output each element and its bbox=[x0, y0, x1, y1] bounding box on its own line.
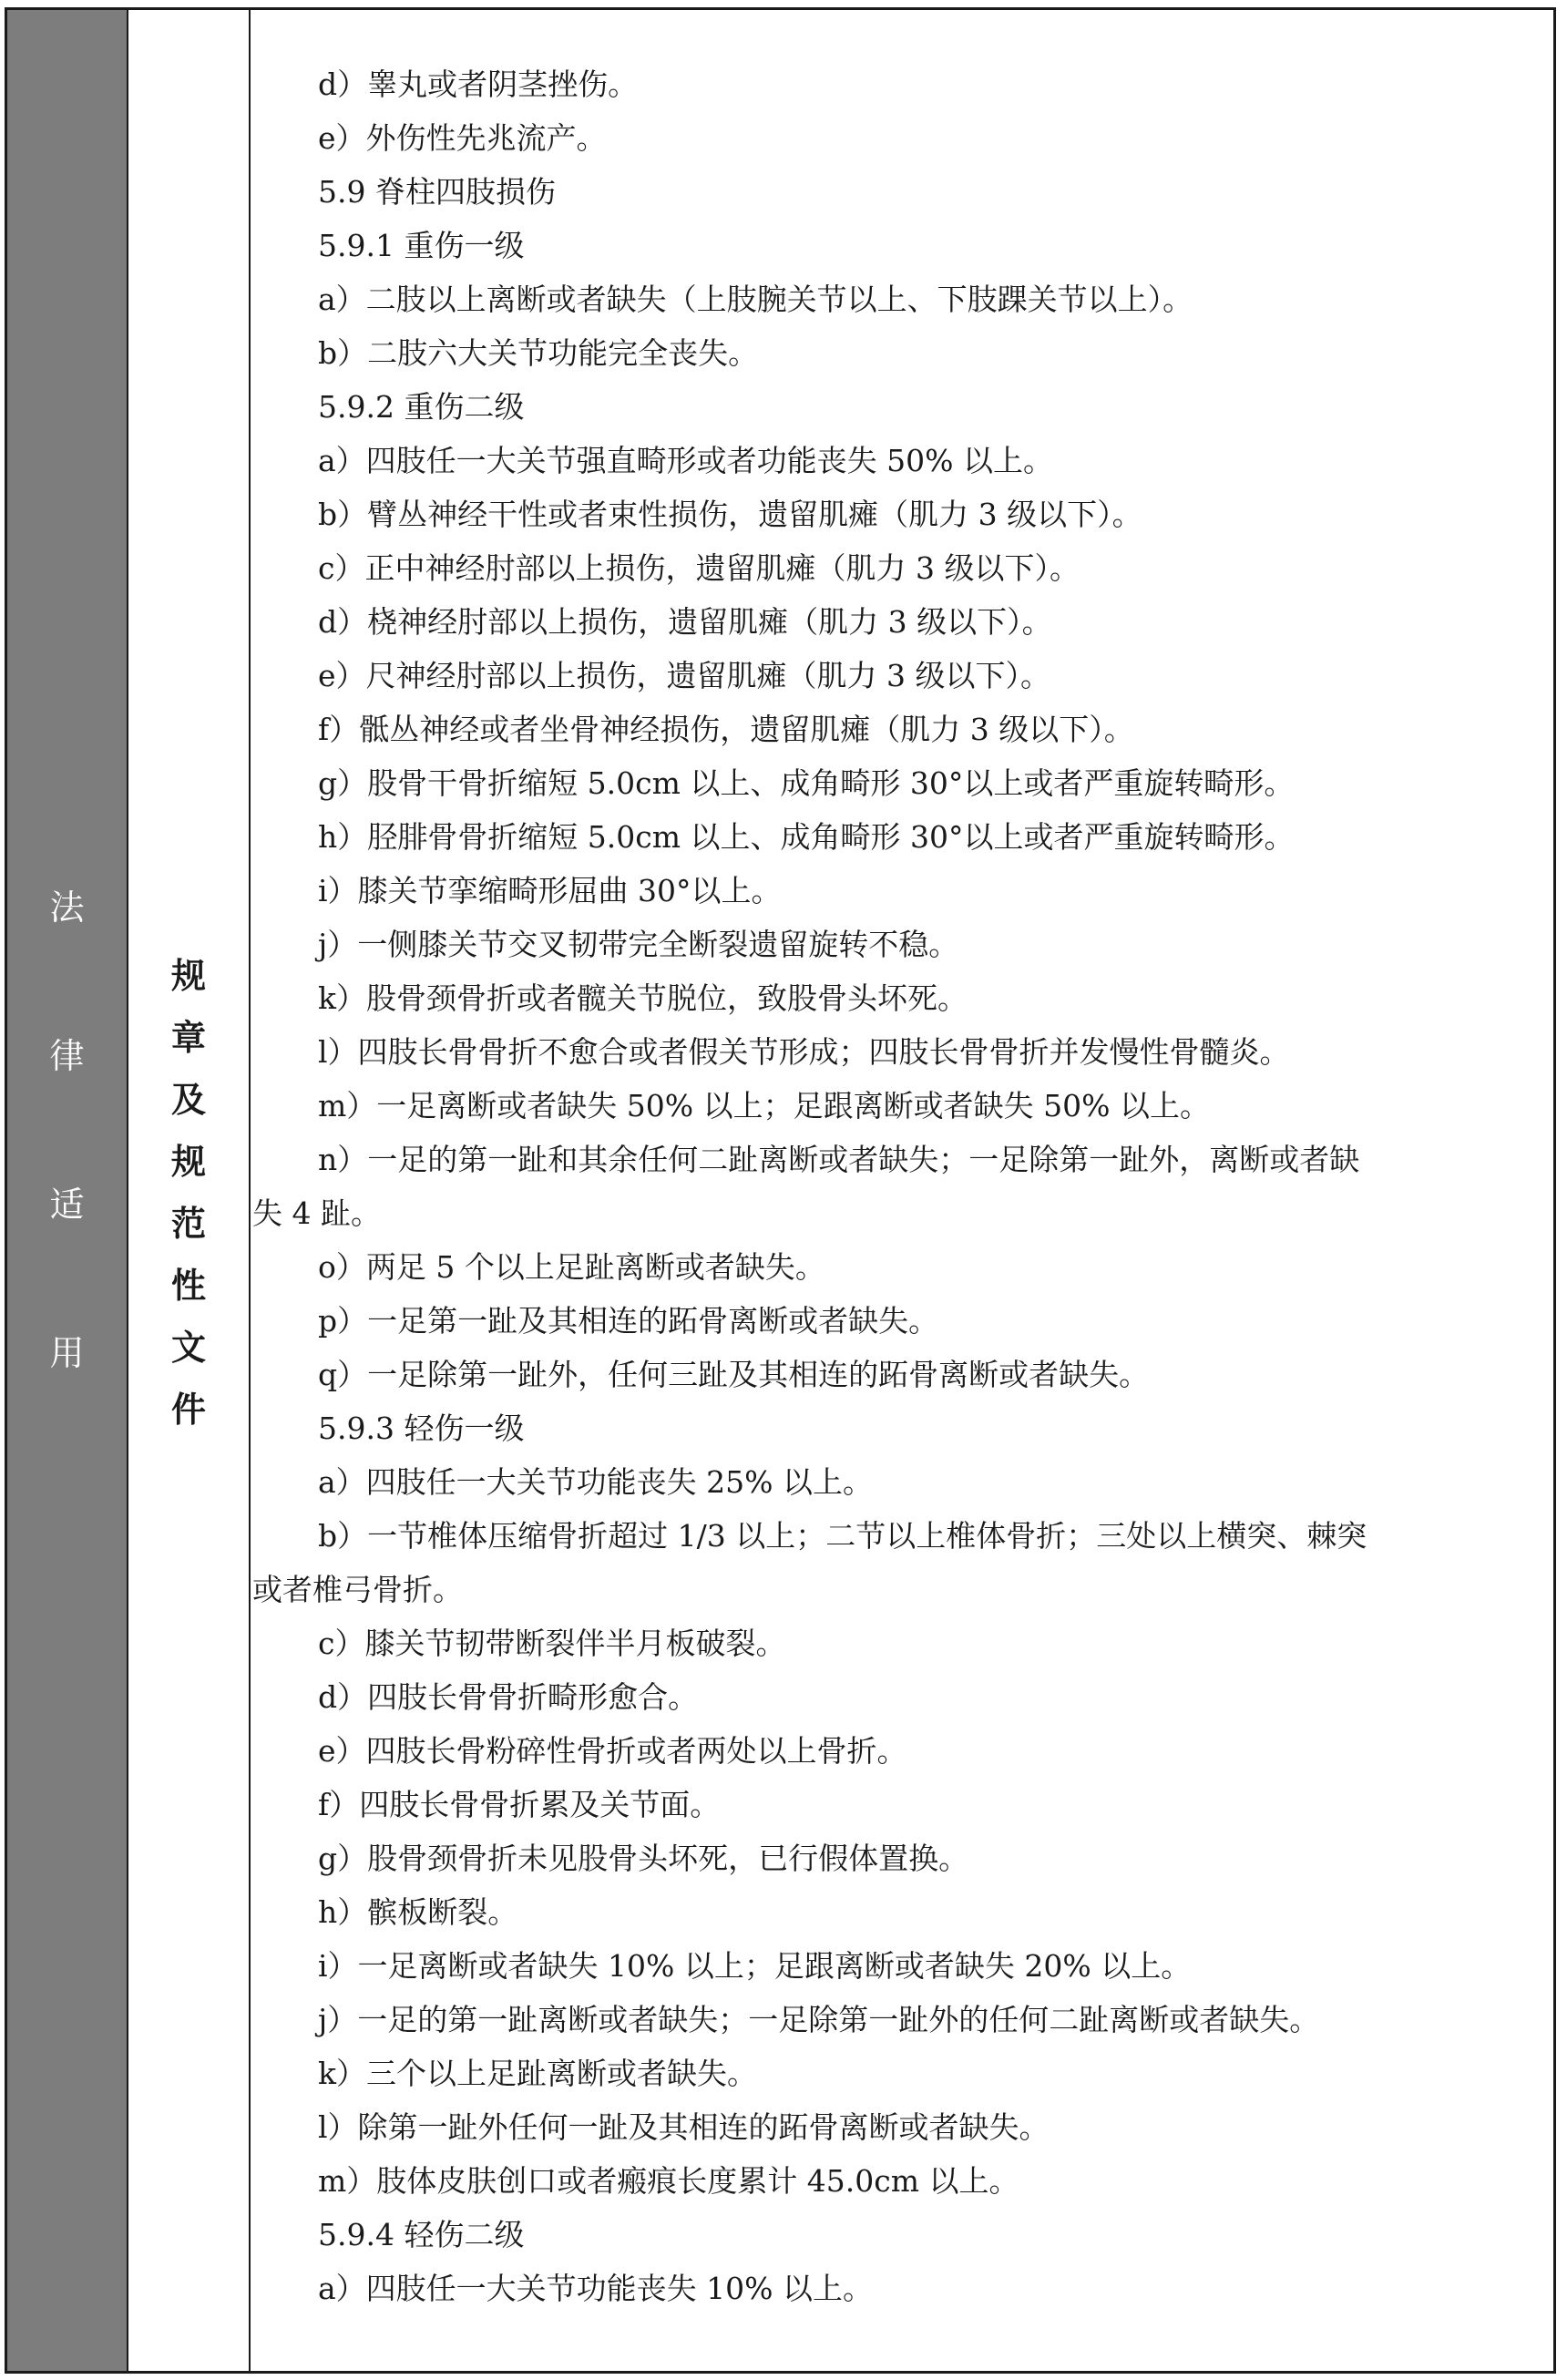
content-line: q）一足除第一趾外，任何三趾及其相连的跖骨离断或者缺失。 bbox=[318, 1357, 1150, 1392]
category-label-char: 法 bbox=[49, 887, 85, 928]
content-line: e）外伤性先兆流产。 bbox=[318, 120, 607, 156]
subcategory-label-char: 章 bbox=[170, 1017, 206, 1058]
content-line: k）股骨颈骨折或者髋关节脱位，致股骨头坏死。 bbox=[318, 980, 968, 1016]
content-line: a）四肢任一大关节强直畸形或者功能丧失 50% 以上。 bbox=[318, 443, 1054, 478]
content-line: e）尺神经肘部以上损伤，遗留肌瘫（肌力 3 级以下）。 bbox=[318, 658, 1051, 693]
content-line: b）一节椎体压缩骨折超过 1/3 以上；二节以上椎体骨折；三处以上横突、棘突 bbox=[318, 1518, 1367, 1554]
subcategory-label bbox=[128, 956, 249, 1452]
content-line: l）除第一趾外任何一趾及其相连的跖骨离断或者缺失。 bbox=[318, 2109, 1050, 2145]
content-line: m）一足离断或者缺失 50% 以上；足跟离断或者缺失 50% 以上。 bbox=[318, 1088, 1210, 1123]
content-line: d）四肢长骨骨折畸形愈合。 bbox=[318, 1679, 699, 1715]
content-line: c）膝关节韧带断裂伴半月板破裂。 bbox=[318, 1626, 786, 1661]
content-line: c）正中神经肘部以上损伤，遗留肌瘫（肌力 3 级以下）。 bbox=[318, 550, 1080, 586]
content-line: b）臂丛神经干性或者束性损伤，遗留肌瘫（肌力 3 级以下）。 bbox=[318, 497, 1142, 532]
subcategory-label-char: 件 bbox=[170, 1389, 206, 1430]
category-label-char: 律 bbox=[49, 1036, 85, 1076]
content-line: 或者椎弓骨折。 bbox=[252, 1572, 463, 1607]
content-line: b）二肢六大关节功能完全丧失。 bbox=[318, 335, 759, 371]
content-line: d）桡神经肘部以上损伤，遗留肌瘫（肌力 3 级以下）。 bbox=[318, 604, 1052, 640]
document-table bbox=[5, 7, 1556, 2374]
content-line: 5.9.2 重伤二级 bbox=[318, 389, 525, 425]
category-label-char: 用 bbox=[49, 1333, 85, 1373]
content-line: a）四肢任一大关节功能丧失 25% 以上。 bbox=[318, 1464, 874, 1500]
content-line: e）四肢长骨粉碎性骨折或者两处以上骨折。 bbox=[318, 1733, 907, 1769]
category-label-char: 适 bbox=[49, 1185, 85, 1225]
content-line: d）睾丸或者阴茎挫伤。 bbox=[318, 67, 639, 102]
content-line: i）一足离断或者缺失 10% 以上；足跟离断或者缺失 20% 以上。 bbox=[318, 1948, 1192, 1984]
content-line: 5.9 脊柱四肢损伤 bbox=[318, 174, 556, 210]
subcategory-label-char: 性 bbox=[170, 1265, 206, 1306]
content-body bbox=[251, 57, 1544, 2315]
content-line: n）一足的第一趾和其余任何二趾离断或者缺失；一足除第一趾外，离断或者缺 bbox=[318, 1142, 1360, 1177]
content-line: p）一足第一趾及其相连的跖骨离断或者缺失。 bbox=[318, 1303, 939, 1339]
subcategory-label-char: 文 bbox=[170, 1327, 206, 1368]
content-line: h）髌板断裂。 bbox=[318, 1894, 518, 1930]
category-label bbox=[7, 887, 127, 1482]
content-line: j）一侧膝关节交叉韧带完全断裂遗留旋转不稳。 bbox=[318, 927, 959, 962]
content-line: m）肢体皮肤创口或者瘢痕长度累计 45.0cm 以上。 bbox=[318, 2163, 1019, 2199]
content-line: o）两足 5 个以上足趾离断或者缺失。 bbox=[318, 1249, 825, 1285]
subcategory-label-char: 及 bbox=[170, 1079, 206, 1120]
content-line: a）四肢任一大关节功能丧失 10% 以上。 bbox=[318, 2271, 874, 2306]
content-line: f）骶丛神经或者坐骨神经损伤，遗留肌瘫（肌力 3 级以下）。 bbox=[318, 712, 1134, 747]
subcategory-label-char: 规 bbox=[170, 1141, 206, 1182]
subcategory-column bbox=[128, 10, 251, 2371]
content-line: 失 4 趾。 bbox=[252, 1195, 381, 1231]
content-line: h）胫腓骨骨折缩短 5.0cm 以上、成角畸形 30°以上或者严重旋转畸形。 bbox=[318, 819, 1295, 855]
content-line: i）膝关节挛缩畸形屈曲 30°以上。 bbox=[318, 873, 782, 908]
content-line: l）四肢长骨骨折不愈合或者假关节形成；四肢长骨骨折并发慢性骨髓炎。 bbox=[318, 1034, 1290, 1070]
content-line: g）股骨颈骨折未见股骨头坏死，已行假体置换。 bbox=[318, 1841, 969, 1876]
content-line: k）三个以上足趾离断或者缺失。 bbox=[318, 2056, 757, 2091]
category-column bbox=[7, 10, 128, 2371]
content-line: f）四肢长骨骨折累及关节面。 bbox=[318, 1787, 721, 1822]
content-line: a）二肢以上离断或者缺失（上肢腕关节以上、下肢踝关节以上）。 bbox=[318, 282, 1193, 317]
content-line: 5.9.1 重伤一级 bbox=[318, 228, 525, 263]
content-line: g）股骨干骨折缩短 5.0cm 以上、成角畸形 30°以上或者严重旋转畸形。 bbox=[318, 765, 1295, 801]
content-line: j）一足的第一趾离断或者缺失；一足除第一趾外的任何二趾离断或者缺失。 bbox=[318, 2002, 1320, 2037]
subcategory-label-char: 规 bbox=[170, 955, 206, 996]
subcategory-label-char: 范 bbox=[170, 1203, 206, 1244]
content-line: 5.9.3 轻伤一级 bbox=[318, 1411, 525, 1446]
content-line: 5.9.4 轻伤二级 bbox=[318, 2217, 525, 2252]
